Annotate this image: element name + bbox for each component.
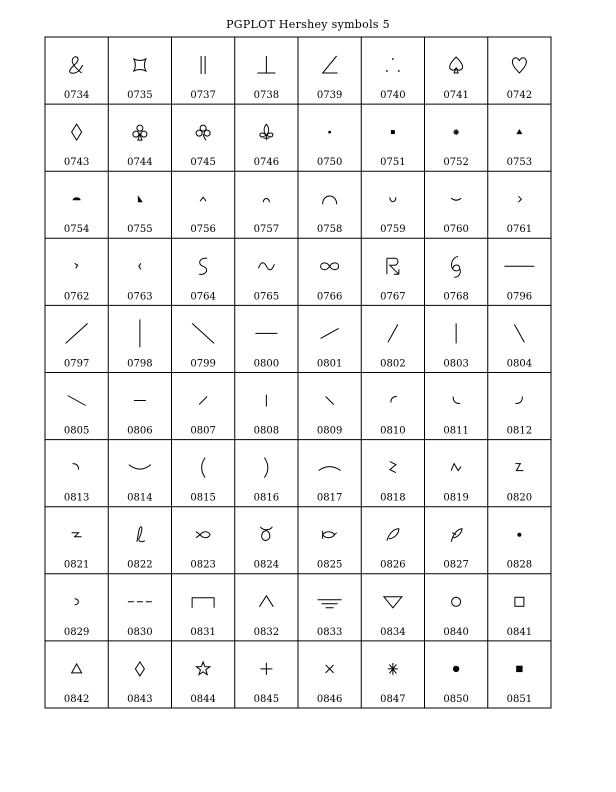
diamond-open-icon	[135, 662, 144, 676]
symbol-code: 0746	[253, 157, 280, 169]
right-angle-bracket-small-icon	[518, 196, 521, 202]
symbol-code: 0764	[190, 291, 216, 303]
symbol-cell	[317, 467, 342, 504]
symbol-cell	[380, 58, 405, 101]
right-paren-icon	[264, 458, 268, 478]
symbol-cell	[127, 319, 152, 369]
symbol-cell	[64, 396, 89, 437]
perpendicular-icon	[257, 56, 275, 73]
symbol-cell	[254, 458, 279, 504]
symbol-cell	[190, 532, 215, 571]
triangle-open-icon	[72, 664, 82, 673]
symbol-code: 0761	[506, 224, 533, 236]
symbol-code: 0763	[127, 291, 153, 303]
symbol-code: 0740	[380, 90, 406, 101]
arc-top-right-icon	[73, 464, 79, 470]
symbol-cell	[507, 58, 532, 101]
symbol-code: 0767	[380, 291, 406, 303]
symbol-code: 0819	[443, 492, 469, 504]
quatrefoil-square-icon	[134, 59, 146, 71]
short-diagonal-up-icon	[199, 397, 207, 405]
symbol-cell	[254, 124, 279, 168]
symbol-cell	[190, 258, 215, 302]
arc-bottom-left-icon	[453, 397, 460, 404]
symbol-cell	[190, 458, 215, 504]
symbol-cell	[254, 56, 279, 101]
symbol-cell	[443, 529, 468, 571]
wide-smile-icon	[129, 465, 151, 470]
loop-l-icon	[137, 527, 145, 542]
symbol-code: 0756	[190, 224, 216, 236]
small-c-icon	[75, 599, 79, 605]
symbol-code: 0804	[506, 358, 533, 370]
symbol-cell	[64, 197, 89, 235]
symbol-cell	[317, 665, 342, 705]
symbol-code: 0757	[253, 224, 280, 236]
symbol-code: 0760	[443, 224, 469, 236]
zigzag-z-icon	[515, 464, 523, 471]
symbol-code: 0829	[63, 626, 90, 638]
parallel-icon	[201, 56, 205, 74]
symbol-cell	[380, 462, 405, 504]
symbol-code: 0810	[380, 425, 406, 437]
symbol-cell	[380, 663, 405, 705]
symbol-cell	[190, 323, 215, 369]
tick-left-icon	[139, 263, 141, 269]
symbol-cell	[317, 56, 342, 101]
zigzag-left-icon	[390, 462, 396, 473]
symbol-code: 0737	[190, 90, 216, 101]
symbol-cell	[254, 527, 279, 571]
symbol-cell	[443, 464, 468, 504]
symbol-code: 0758	[316, 224, 343, 236]
symbol-cell	[254, 663, 279, 705]
symbol-cell	[190, 197, 215, 235]
symbol-cell	[127, 125, 152, 168]
symbol-cell	[64, 664, 89, 705]
symbol-code: 0813	[63, 492, 90, 504]
symbol-cell	[317, 531, 342, 571]
dot-medium-icon	[517, 533, 521, 537]
arc-bottom-right-icon	[515, 397, 522, 404]
symbol-cell	[380, 597, 405, 638]
bracket-top-icon	[192, 598, 214, 608]
diagonal-down-icon	[192, 323, 214, 343]
symbol-cell	[507, 324, 532, 369]
star-open-icon	[196, 662, 209, 675]
symbol-cell	[127, 195, 152, 235]
fleur-de-lis-icon	[260, 124, 273, 140]
symbol-cell	[317, 600, 342, 638]
spade-icon	[450, 57, 463, 73]
short-diagonal-down-icon	[326, 397, 334, 405]
tilde-hook-icon	[72, 533, 82, 537]
symbol-code: 0828	[506, 559, 533, 571]
symbol-cell	[190, 125, 215, 168]
symbol-code: 0759	[380, 224, 406, 236]
symbol-cell	[507, 666, 532, 705]
symbol-cell	[64, 124, 89, 168]
symbol-code: 0824	[253, 559, 280, 571]
symbol-code: 0846	[316, 693, 343, 705]
symbol-cell	[190, 598, 215, 638]
symbol-code: 0750	[316, 157, 343, 169]
symbol-code: 0806	[127, 425, 153, 437]
symbol-code: 0765	[253, 291, 280, 303]
symbol-cell	[254, 198, 279, 235]
circle-filled-icon	[453, 666, 459, 672]
left-paren-icon	[202, 458, 206, 478]
symbol-code: 0743	[63, 157, 90, 169]
shallow-down-icon	[68, 396, 86, 406]
symbol-cell	[504, 266, 534, 302]
symbol-cell	[380, 529, 405, 571]
six-curve-icon	[451, 256, 460, 277]
symbol-code: 0742	[506, 90, 533, 101]
fish-right-icon	[323, 531, 337, 539]
symbol-cell	[190, 662, 215, 705]
zigzag-n-icon	[451, 464, 461, 471]
symbol-code: 0752	[443, 157, 469, 169]
symbol-code: 0741	[443, 90, 469, 101]
symbol-code: 0820	[506, 492, 533, 504]
symbol-code: 0847	[380, 693, 406, 705]
square-filled-small-icon	[391, 130, 395, 134]
symbol-cell	[254, 263, 279, 303]
shamrock-icon	[196, 125, 210, 140]
symbol-code: 0843	[127, 693, 153, 705]
triangle-down-icon	[384, 597, 402, 608]
triangle-filled-small-icon	[516, 129, 522, 134]
symbol-cell	[507, 129, 532, 168]
symbol-cell	[380, 130, 405, 168]
symbol-cell	[443, 323, 468, 369]
leaf-2-icon	[451, 529, 462, 542]
symbol-cell	[507, 464, 532, 504]
symbol-cell	[317, 131, 342, 168]
cup-small-icon	[390, 197, 396, 202]
angle-icon	[323, 56, 338, 73]
symbol-code: 0807	[190, 425, 216, 437]
symbol-code: 0845	[253, 693, 280, 705]
heart-icon	[512, 58, 526, 73]
symbol-cell	[380, 397, 405, 437]
symbol-cell	[317, 196, 342, 235]
symbol-code: 0817	[316, 492, 343, 504]
symbol-cell	[443, 666, 468, 705]
symbol-code: 0800	[253, 358, 280, 370]
symbol-code: 0823	[190, 559, 216, 571]
symbol-code: 0833	[316, 626, 343, 638]
s-curve-icon	[199, 258, 207, 274]
r-arrow-icon	[387, 258, 399, 274]
diagonal-up-icon	[66, 323, 88, 343]
symbol-cell	[190, 397, 215, 437]
symbol-code: 0755	[127, 224, 153, 236]
symbol-cell	[317, 263, 342, 302]
symbol-code: 0766	[316, 291, 343, 303]
symbol-cell	[127, 527, 152, 571]
symbol-cell	[317, 397, 342, 437]
symbol-cell	[64, 464, 89, 504]
symbol-cell	[443, 597, 468, 638]
symbol-code: 0745	[190, 157, 216, 169]
dot-small-icon	[328, 131, 331, 134]
symbol-code: 0799	[190, 358, 216, 370]
caret-icon	[200, 197, 206, 201]
symbol-code: 0751	[380, 157, 406, 169]
right-triangle-filled-icon	[138, 195, 143, 202]
symbol-cell	[64, 263, 89, 302]
arc-top-left-icon	[391, 397, 397, 403]
circle-open-icon	[452, 597, 461, 606]
symbol-code: 0834	[380, 626, 406, 638]
symbol-code: 0809	[316, 425, 343, 437]
symbol-code: 0831	[190, 626, 216, 638]
symbol-code: 0796	[506, 291, 533, 303]
square-open-icon	[515, 597, 524, 606]
infinity-icon	[321, 263, 339, 270]
symbol-cell	[127, 602, 152, 638]
symbol-cell	[127, 465, 152, 504]
symbol-code: 0844	[190, 693, 216, 705]
ground-icon	[318, 600, 342, 608]
smile-small-icon	[451, 198, 461, 200]
symbol-code: 0808	[253, 425, 280, 437]
symbol-cell	[190, 56, 215, 101]
symbol-cell	[507, 597, 532, 638]
leaf-icon	[387, 529, 399, 541]
symbol-code: 0753	[506, 157, 533, 169]
symbol-code: 0768	[443, 291, 469, 303]
symbol-code: 0816	[253, 492, 280, 504]
symbol-cell	[127, 59, 152, 101]
symbol-code: 0754	[63, 224, 90, 236]
symbol-cell	[443, 256, 468, 302]
steep-up-icon	[388, 324, 398, 342]
symbol-code: 0822	[127, 559, 153, 571]
symbol-cell	[380, 197, 405, 235]
symbol-code: 0734	[63, 90, 90, 101]
symbol-code: 0811	[443, 425, 469, 437]
symbol-code: 0798	[127, 358, 153, 370]
symbol-code: 0739	[316, 90, 343, 101]
symbol-cell	[254, 333, 279, 369]
steep-down-icon	[514, 324, 524, 342]
symbol-cell	[127, 401, 152, 437]
therefore-icon	[386, 58, 400, 72]
asterisk-icon	[388, 663, 398, 675]
half-disc-icon	[73, 197, 81, 200]
caret-large-icon	[259, 596, 273, 607]
symbol-cell	[443, 198, 468, 235]
symbol-cell	[380, 324, 405, 369]
symbol-code: 0762	[63, 291, 90, 303]
symbol-code: 0825	[316, 559, 343, 571]
symbol-cell	[254, 395, 279, 437]
square-filled-icon	[516, 666, 522, 672]
symbol-code: 0738	[253, 90, 280, 101]
taurus-icon	[260, 527, 272, 541]
symbol-cell	[443, 57, 468, 101]
symbol-code: 0826	[380, 559, 406, 571]
symbol-code: 0801	[316, 358, 343, 370]
club-icon	[133, 125, 147, 140]
symbol-cell	[507, 196, 532, 235]
fish-left-icon	[196, 532, 210, 538]
asterisk-small-icon	[453, 129, 459, 135]
wide-frown-icon	[319, 467, 341, 471]
small-arch-icon	[263, 198, 269, 202]
cross-icon	[326, 665, 334, 673]
symbol-code: 0803	[443, 358, 469, 370]
symbol-code: 0832	[253, 626, 280, 638]
symbol-code: 0802	[380, 358, 406, 370]
plus-icon	[260, 663, 272, 675]
symbol-code: 0851	[506, 693, 533, 705]
symbol-cell	[64, 599, 89, 638]
symbol-code: 0841	[506, 626, 533, 638]
symbol-code: 0814	[127, 492, 153, 504]
symbol-code: 0840	[443, 626, 469, 638]
page-title: PGPLOT Hershey symbols 5	[226, 18, 390, 31]
symbol-code: 0815	[190, 492, 216, 504]
symbol-code: 0812	[506, 425, 533, 437]
shallow-up-icon	[321, 328, 339, 338]
arch-icon	[323, 196, 337, 204]
symbol-code: 0830	[127, 626, 153, 638]
symbol-code: 0827	[443, 559, 469, 571]
symbol-cell	[64, 57, 89, 101]
symbol-code: 0805	[63, 425, 90, 437]
symbol-cell	[507, 533, 532, 571]
tick-right-icon	[75, 263, 78, 268]
symbol-cell	[254, 596, 279, 638]
symbol-code: 0818	[380, 492, 406, 504]
symbol-code: 0735	[127, 90, 153, 101]
symbol-cell	[64, 323, 89, 369]
symbol-code: 0744	[127, 157, 153, 169]
ampersand-script-icon	[70, 57, 83, 73]
symbol-cell	[317, 328, 342, 369]
diamond-icon	[72, 124, 82, 140]
symbol-code: 0797	[63, 358, 90, 370]
symbol-cell	[507, 397, 532, 437]
tilde-icon	[258, 263, 274, 270]
symbol-code: 0842	[63, 693, 90, 705]
symbol-cell	[64, 533, 89, 571]
symbol-cell	[443, 129, 468, 168]
symbol-cell	[127, 263, 152, 302]
symbol-cell	[380, 258, 405, 302]
symbol-code: 0821	[63, 559, 90, 571]
symbol-cell	[443, 397, 468, 437]
symbol-code: 0850	[443, 693, 469, 705]
symbol-cell	[127, 662, 152, 705]
